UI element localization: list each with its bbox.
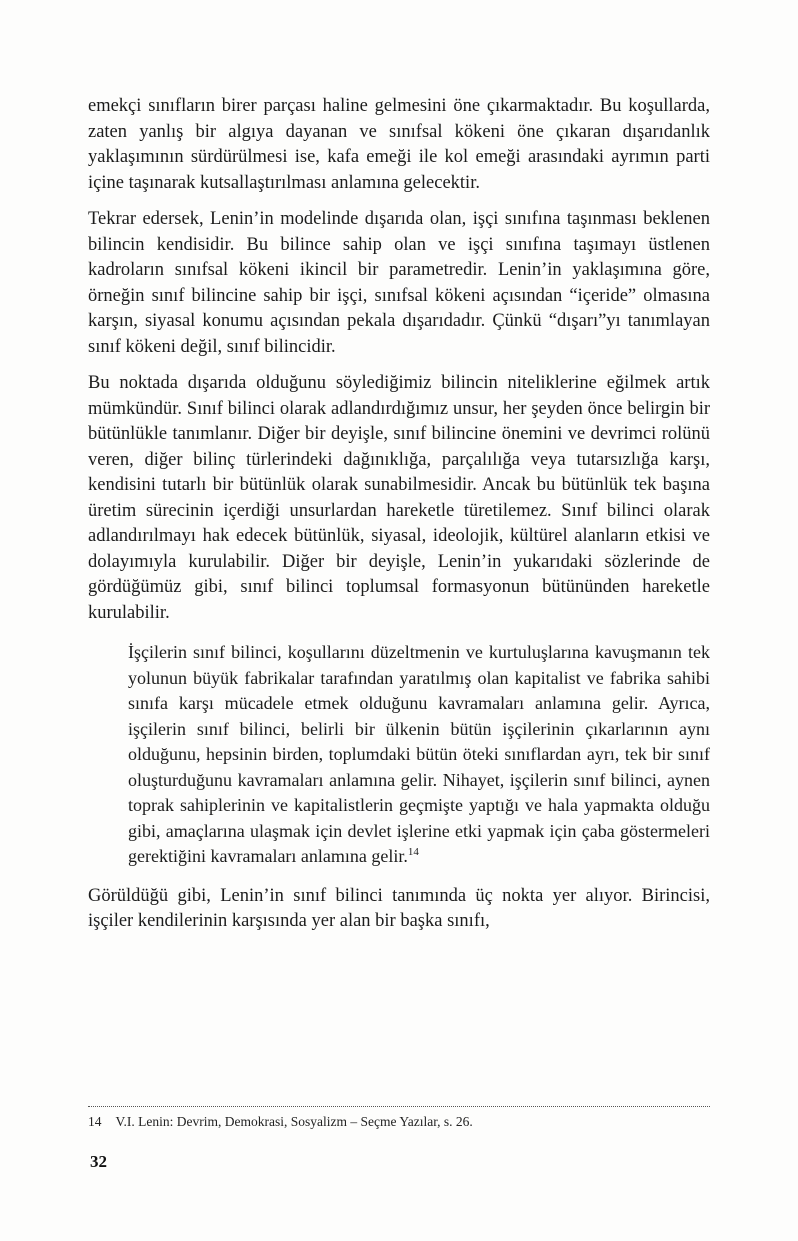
page-body-text [88,94,710,946]
quote-text: İşçilerin sınıf bilinci, koşullarını düzeltmenin ve kurtuluşlarına kavuşmanın tek yolunun büyük fabrikalar tarafından yaratılmış olan kapitalist ve fabrika sahibi sınıfa karşı mücadele etmek olduğunu kavramaları anlamına gelir. Ayrıca, işçilerin sınıf bilinci, belirli bir ülkenin bütün işçilerinin çıkarlarının aynı olduğunu, hepsinin birden, toplumdaki bütün öteki sınıflardan ayrı, tek bir sınıf oluşturduğunu kavramaları anlamına gelir. Nihayet, işçilerin sınıf bilinci, aynen toprak sahiplerinin ve kapitalistlerin geçmişte yaptığı ve hala yapmakta olduğu gibi, amaçlarına ulaşmak için devlet işlerine etki yapmak için çaba göstermeleri gerektiğini kavramaları anlamına gelir. [128,642,710,866]
block-quote [128,640,710,870]
footnote-marker: 14 [407,846,419,858]
paragraph: Tekrar edersek, Lenin’in modelinde dışarıda olan, işçi sınıfına taşınması beklenen bilincin kendisidir. Bu bilince sahip olan ve işçi sınıfına taşımayı üstlenen kadroların sınıfsal kökeni ikincil bir parametredir. Lenin’in yaklaşımına göre, örneğin sınıf bilincine sahip bir işçi, sınıfsal kökeni açısından “içeride” olmasına karşın, siyasal konumu açısından pekala dışarıdadır. Çünkü “dışarı”yı tanımlayan sınıf kökeni değil, sınıf bilincidir. [88,209,710,357]
footnote [88,1113,710,1131]
paragraph: emekçi sınıfların birer parçası haline gelmesini öne çıkarmaktadır. Bu koşullarda, zaten yanlış bir algıya dayanan ve sınıfsal kökeni öne çıkaran dışarıdanlık yaklaşımının sürdürülmesi ise, kafa emeği ile kol emeği arasındaki ayrımın parti içine taşınarak kutsallaştırılması anlamına gelecektir. [88,96,710,193]
paragraph: Görüldüğü gibi, Lenin’in sınıf bilinci tanımında üç nokta yer alıyor. Birincisi, işçiler kendilerinin karşısında yer alan bir başka sınıfı, [88,885,710,931]
footnote-text: V.I. Lenin: Devrim, Demokrasi, Sosyalizm – Seçme Yazılar, s. 26. [115,1114,473,1129]
footnote-area [88,1106,710,1131]
footnote-number: 14 [88,1114,102,1129]
footnote-divider [88,1106,710,1107]
paragraph: Bu noktada dışarıda olduğunu söylediğimiz bilincin niteliklerine eğilmek artık mümkündür. Sınıf bilinci olarak adlandırdığımız unsur, her şeyden önce belirgin bir bütünlükle tanımlanır. Diğer bir deyişle, sınıf bilincine önemini ve devrimci rolünü veren, diğer bilinç türlerindeki dağınıklığa, parçalılığa veya tutarsızlığa karşı, kendisini tutarlı bir bütünlük olarak sunabilmesidir. Ancak bu bütünlük tek başına üretim sürecinin içerdiği unsurlardan hareketle türetilemez. Sınıf bilinci olarak adlandırılmayı hak edecek bütünlük, siyasal, ideolojik, kültürel alanların etkisi ve dolayımıyla kurulabilir. Diğer bir deyişle, Lenin’in yukarıdaki sözlerinde de gördüğümüz gibi, sınıf bilinci toplumsal formasyonun bütününden hareketle kurulabilir. [88,373,710,623]
page-number: 32 [90,1152,107,1171]
